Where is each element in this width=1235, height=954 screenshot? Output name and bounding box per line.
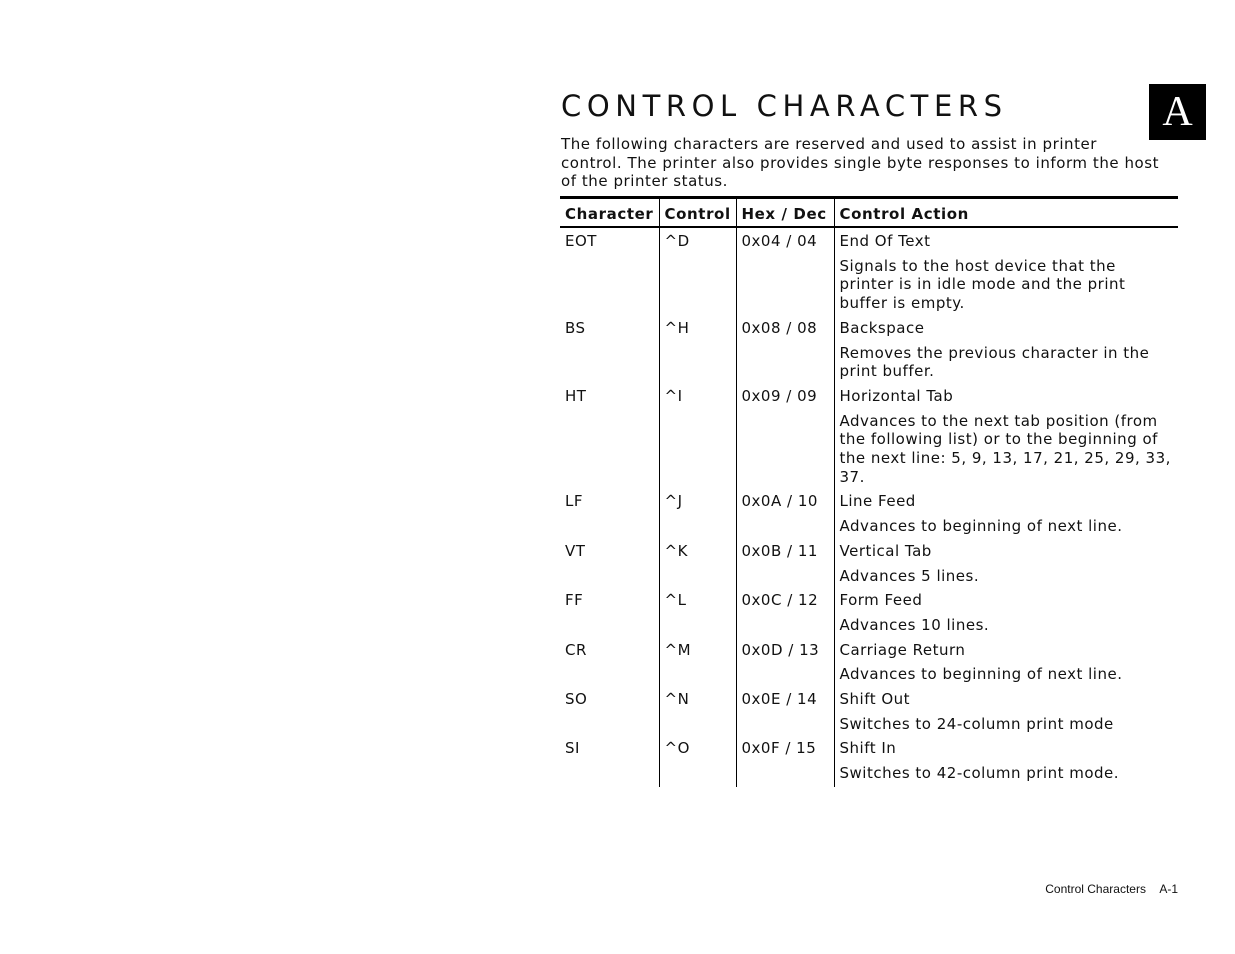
cell-description: Advances to the next tab position (from the following list) or to the beginning of the next line: 5, 9, 13, 17, 21, 25, 29, 33, 37. <box>834 409 1178 490</box>
footer-page-number: A-1 <box>1159 882 1178 896</box>
cell-character: CR <box>565 640 587 659</box>
header-control-action: Control Action <box>834 198 1178 228</box>
cell-action: Shift Out <box>834 687 1178 712</box>
empty-cell <box>560 761 659 787</box>
cell-action: Carriage Return <box>834 638 1178 663</box>
empty-cell <box>659 254 736 316</box>
table-row-description <box>560 662 1178 687</box>
empty-cell <box>560 254 659 316</box>
intro-paragraph: The following characters are reserved and used to assist in printer control. The printer also provides single byte responses to inform the host of the printer status. <box>561 135 1160 191</box>
cell-description: Advances 5 lines. <box>834 564 1178 589</box>
table-row-description <box>560 254 1178 316</box>
cell-action: Vertical Tab <box>834 539 1178 564</box>
table-row <box>560 736 1178 761</box>
empty-cell <box>659 761 736 787</box>
table-row <box>560 588 1178 613</box>
cell-description: Removes the previous character in the print buffer. <box>834 341 1178 384</box>
cell-hex-dec: 0x0E / 14 <box>736 687 834 712</box>
table-body <box>560 227 1178 787</box>
empty-cell <box>736 613 834 638</box>
cell-control: ^J <box>659 489 736 514</box>
cell-hex-dec: 0x04 / 04 <box>736 227 834 254</box>
table-row <box>560 316 1178 341</box>
cell-description: Advances to beginning of next line. <box>834 514 1178 539</box>
table-row-description <box>560 341 1178 384</box>
control-characters-table <box>560 196 1178 787</box>
cell-action: Horizontal Tab <box>834 384 1178 409</box>
table-row <box>560 489 1178 514</box>
page-footer <box>1045 882 1178 896</box>
empty-cell <box>659 662 736 687</box>
cell-description: Advances 10 lines. <box>834 613 1178 638</box>
cell-character: HT <box>565 386 587 405</box>
table-row <box>560 539 1178 564</box>
empty-cell <box>560 613 659 638</box>
table-row-description <box>560 409 1178 490</box>
table-row <box>560 227 1178 254</box>
cell-hex-dec: 0x0C / 12 <box>736 588 834 613</box>
table-row-description <box>560 514 1178 539</box>
cell-description: Switches to 42-column print mode. <box>834 761 1178 787</box>
table-row <box>560 384 1178 409</box>
cell-action: Form Feed <box>834 588 1178 613</box>
cell-control: ^I <box>659 384 736 409</box>
empty-cell <box>659 564 736 589</box>
cell-control: ^O <box>659 736 736 761</box>
table-row-description <box>560 761 1178 787</box>
empty-cell <box>659 409 736 490</box>
cell-action: Line Feed <box>834 489 1178 514</box>
cell-hex-dec: 0x0B / 11 <box>736 539 834 564</box>
empty-cell <box>736 564 834 589</box>
cell-control: ^H <box>659 316 736 341</box>
empty-cell <box>560 662 659 687</box>
empty-cell <box>736 712 834 737</box>
header-control: Control <box>659 198 736 228</box>
table-row-description <box>560 564 1178 589</box>
empty-cell <box>659 514 736 539</box>
empty-cell <box>560 712 659 737</box>
cell-description: Signals to the host device that the printer is in idle mode and the print buffer is empty. <box>834 254 1178 316</box>
empty-cell <box>736 761 834 787</box>
table-header-row <box>560 198 1178 228</box>
cell-hex-dec: 0x0A / 10 <box>736 489 834 514</box>
section-tab-marker: A <box>1149 84 1206 140</box>
cell-action: Shift In <box>834 736 1178 761</box>
empty-cell <box>659 341 736 384</box>
cell-hex-dec: 0x09 / 09 <box>736 384 834 409</box>
cell-action: End Of Text <box>834 227 1178 254</box>
empty-cell <box>560 514 659 539</box>
cell-character: LF <box>565 492 583 511</box>
cell-hex-dec: 0x0D / 13 <box>736 638 834 663</box>
empty-cell <box>659 712 736 737</box>
cell-character: EOT <box>565 232 597 250</box>
table-row-description <box>560 712 1178 737</box>
table-row <box>560 687 1178 712</box>
cell-hex-dec: 0x08 / 08 <box>736 316 834 341</box>
cell-character: FF <box>565 591 584 610</box>
cell-control: ^L <box>659 588 736 613</box>
cell-control: ^N <box>659 687 736 712</box>
cell-description: Switches to 24-column print mode <box>834 712 1178 737</box>
table-row-description <box>560 613 1178 638</box>
empty-cell <box>736 254 834 316</box>
header-character: Character <box>560 198 659 228</box>
empty-cell <box>736 514 834 539</box>
cell-action: Backspace <box>834 316 1178 341</box>
empty-cell <box>736 662 834 687</box>
cell-description: Advances to beginning of next line. <box>834 662 1178 687</box>
cell-character: SI <box>565 739 580 758</box>
empty-cell <box>560 409 659 490</box>
empty-cell <box>736 409 834 490</box>
empty-cell <box>560 341 659 384</box>
cell-character: SO <box>565 690 588 709</box>
empty-cell <box>560 564 659 589</box>
cell-control: ^D <box>659 227 736 254</box>
page-title: CONTROL CHARACTERS <box>561 89 1008 123</box>
cell-character: BS <box>565 318 586 337</box>
empty-cell <box>736 341 834 384</box>
table-row <box>560 638 1178 663</box>
cell-hex-dec: 0x0F / 15 <box>736 736 834 761</box>
cell-control: ^M <box>659 638 736 663</box>
header-hex-dec: Hex / Dec <box>736 198 834 228</box>
cell-character: VT <box>565 541 586 560</box>
footer-section-title: Control Characters <box>1045 882 1146 896</box>
empty-cell <box>659 613 736 638</box>
cell-control: ^K <box>659 539 736 564</box>
